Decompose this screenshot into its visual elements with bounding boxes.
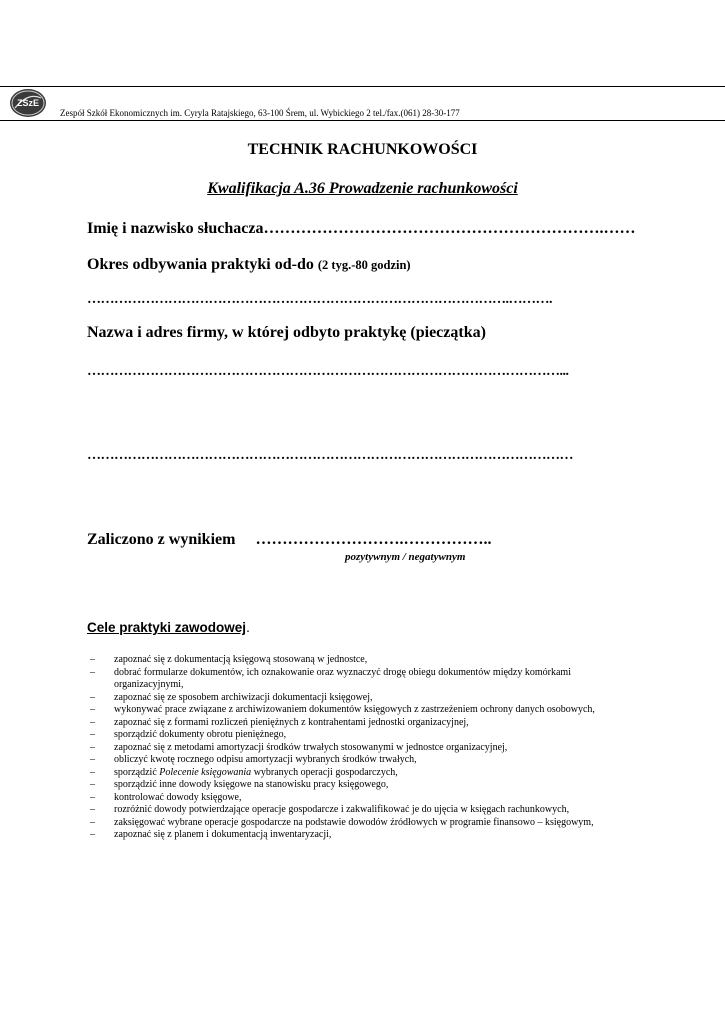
goals-heading-suffix: .: [246, 620, 250, 635]
qualification-subtitle: Kwalifikacja A.36 Prowadzenie rachunkowości: [207, 180, 518, 197]
company-dots-line-2: ………………………………………………………………………………………………: [87, 448, 573, 463]
list-item: [90, 654, 620, 667]
result-options: pozytywnym / negatywnym: [345, 551, 466, 563]
list-item: [90, 667, 620, 692]
practice-period-field: [87, 256, 411, 274]
goal-text: dobrać formularze dokumentów, ich oznakowanie oraz wyznaczyć drogę obiegu dokumentów między komórkami organizacyjnymi,: [114, 666, 571, 690]
goal-text: obliczyć kwotę rocznego odpisu amortyzacji wybranych środków trwałych,: [114, 754, 417, 765]
list-item: [90, 717, 620, 730]
logo-text: ZSzE: [16, 98, 40, 108]
goal-text: zapoznać się z planem i dokumentacją inwentaryzacji,: [114, 829, 332, 840]
goal-text: sporządzić: [114, 766, 160, 778]
header-bottom-rule: [0, 120, 725, 121]
goal-text: zapoznać się z formami rozliczeń pieniężnych z kontrahentami jednostki organizacyjnej,: [114, 716, 469, 728]
bullet-dash: –: [90, 716, 95, 728]
list-item: [90, 767, 620, 780]
result-label: Zaliczono z wynikiem: [87, 531, 236, 548]
list-item: [90, 829, 620, 842]
list-item: [90, 804, 620, 817]
bullet-dash: –: [90, 816, 95, 828]
institution-address: Zespół Szkół Ekonomicznych im. Cyryla Ratajskiego, 63-100 Śrem, ul. Wybickiego 2 tel./fax.(061) 28-30-177: [60, 108, 460, 118]
bullet-dash: –: [90, 704, 95, 715]
goal-text: zapoznać się z dokumentacją księgową stosowaną w jednostce,: [114, 654, 368, 665]
list-item: [90, 754, 620, 767]
company-label: Nazwa i adres firmy, w której odbyto praktykę (pieczątka): [87, 324, 486, 341]
goal-text: wykonywać prace związane z archiwizowaniem dokumentów księgowych z zastrzeżeniem ochrony danych osobowych,: [114, 704, 595, 715]
list-item: [90, 692, 620, 705]
bullet-dash: –: [90, 754, 95, 765]
list-item: [90, 704, 620, 717]
practice-period-dots: ………………………………………………………………………………….……….: [87, 292, 552, 307]
company-dots-line-1: ……………………………………………………………………………………………...: [87, 364, 569, 379]
goal-text: zapoznać się z metodami amortyzacji środków trwałych stosowanymi w jednostce organizacyjnej,: [114, 741, 508, 753]
bullet-dash: –: [90, 729, 95, 740]
student-name-label: Imię i nazwisko słuchacza: [87, 220, 264, 237]
bullet-dash: –: [90, 829, 95, 840]
goals-heading: [87, 620, 250, 635]
goal-text: rozróżnić dowody potwierdzające operacje gospodarcze i zakwalifikować je do ujęcia w księgach rachunkowych,: [114, 804, 570, 815]
goal-text: sporządzić inne dowody księgowe na stanowisku pracy księgowego,: [114, 779, 389, 790]
goal-text: kontrolować dowody księgowe,: [114, 791, 242, 803]
practice-period-note: (2 tyg.-80 godzin): [317, 258, 411, 272]
result-field: [87, 531, 491, 549]
bullet-dash: –: [90, 666, 95, 678]
bullet-dash: –: [90, 804, 95, 815]
list-item: [90, 817, 620, 830]
goals-list: [90, 654, 620, 842]
goal-text-italic: Polecenie księgowania: [159, 766, 252, 778]
result-dots: ……………………….……………..: [255, 531, 492, 548]
list-item: [90, 792, 620, 805]
student-name-dots: ……………………………………………………….……: [263, 220, 636, 237]
bullet-dash: –: [90, 791, 95, 803]
practice-period-label: Okres odbywania praktyki od-do: [87, 256, 314, 273]
goal-text: sporządzić dokumenty obrotu pieniężnego,: [114, 729, 287, 740]
list-item: [90, 742, 620, 755]
list-item: [90, 729, 620, 742]
page-title: TECHNIK RACHUNKOWOŚCI: [247, 141, 478, 158]
goals-heading-text: Cele praktyki zawodowej: [87, 620, 247, 635]
goal-text: zapoznać się ze sposobem archiwizacji dokumentacji księgowej,: [114, 691, 373, 703]
goal-text: wybranych operacji gospodarczych,: [251, 766, 398, 778]
bullet-dash: –: [90, 741, 95, 753]
bullet-dash: –: [90, 691, 95, 703]
student-name-field: [87, 220, 635, 238]
list-item: [90, 779, 620, 792]
bullet-dash: –: [90, 654, 95, 665]
bullet-dash: –: [90, 766, 95, 778]
header-top-rule: [0, 86, 725, 87]
goal-text: zaksięgować wybrane operacje gospodarcze na podstawie dowodów źródłowych w programie finansowo – księgowym,: [114, 816, 594, 828]
school-logo-icon: [9, 88, 47, 118]
bullet-dash: –: [90, 779, 95, 790]
